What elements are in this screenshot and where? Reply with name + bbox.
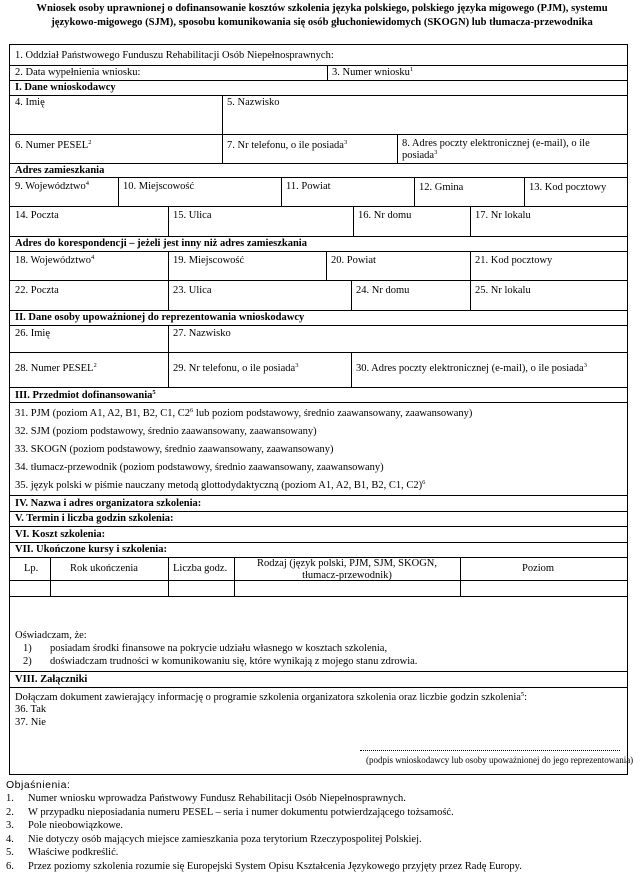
- attachment-statement-colon: :: [524, 692, 528, 703]
- footnote-ref: 3: [434, 149, 438, 156]
- field-26-first-name[interactable]: 26. Imię: [15, 328, 50, 339]
- field-3-application-number[interactable]: [332, 67, 413, 79]
- field-22-post-office[interactable]: 22. Poczta: [15, 285, 59, 296]
- section-7-heading: VII. Ukończone kursy i szkolenia:: [15, 544, 167, 555]
- column-header-type: [234, 558, 460, 582]
- address-heading: Adres zamieszkania: [15, 165, 105, 176]
- note-item: [6, 847, 118, 858]
- note-item: [6, 861, 522, 872]
- field-4-first-name[interactable]: 4. Imię: [15, 97, 45, 108]
- note-number: 5.: [6, 847, 14, 859]
- note-item: [6, 807, 454, 818]
- field-14-post-office[interactable]: 14. Poczta: [15, 210, 59, 221]
- section-3-heading: [15, 390, 156, 402]
- field-5-last-name[interactable]: 5. Nazwisko: [227, 97, 280, 108]
- note-text: Pole nieobowiązkowe.: [28, 820, 124, 832]
- section-1-heading: I. Dane wnioskodawcy: [15, 82, 116, 93]
- section-3-label: III. Przedmiot dofinansowania: [15, 390, 153, 401]
- note-text: Numer wniosku wprowadza Państwowy Fundusz Rehabilitacji Osób Niepełnosprawnych.: [28, 793, 406, 804]
- footnote-ref: 6: [422, 479, 426, 486]
- field-10-city[interactable]: 10. Miejscowość: [123, 181, 195, 192]
- note-text: W przypadku nieposiadania numeru PESEL – seria i numer dokumentu potwierdzającego tożsamość.: [28, 806, 454, 818]
- field-8-email[interactable]: [402, 138, 590, 162]
- footnote-ref: 4: [90, 254, 95, 261]
- option-37-no[interactable]: 37. Nie: [15, 717, 46, 728]
- field-11-county[interactable]: 11. Powiat: [286, 181, 331, 192]
- note-number: 1.: [6, 793, 14, 804]
- footnote-ref: 3: [583, 362, 587, 369]
- field-28-pesel[interactable]: [15, 363, 97, 375]
- footnote-ref: 5: [520, 691, 525, 698]
- field-9-voivodeship[interactable]: [15, 181, 89, 193]
- section-5-heading[interactable]: V. Termin i liczba godzin szkolenia:: [15, 513, 174, 524]
- correspondence-address-heading: Adres do korespondencji – jeżeli jest inny niż adres zamieszkania: [15, 238, 307, 249]
- field-6-pesel[interactable]: [15, 140, 91, 152]
- option-31-label-b: lub poziom podstawowy, średnio zaawansowany, zaawansowany): [193, 408, 473, 419]
- footnote-ref: 1: [409, 66, 414, 73]
- option-34-interpreter-guide[interactable]: 34. tłumacz-przewodnik (poziom podstawowy, średnio zaawansowany, zaawansowany): [15, 462, 384, 473]
- field-13-postal-code[interactable]: 13. Kod pocztowy: [529, 182, 607, 193]
- note-item: [6, 820, 123, 831]
- field-28-label: 28. Numer PESEL: [15, 363, 94, 374]
- field-27-last-name[interactable]: 27. Nazwisko: [173, 328, 231, 339]
- field-9-label: 9. Województwo: [15, 181, 86, 192]
- note-number: 3.: [6, 820, 14, 832]
- field-19-city[interactable]: 19. Miejscowość: [173, 255, 245, 266]
- field-21-postal-code[interactable]: 21. Kod pocztowy: [475, 255, 553, 266]
- field-18-voivodeship[interactable]: [15, 255, 94, 267]
- column-header-year: Rok ukończenia: [70, 563, 138, 574]
- option-32-sjm[interactable]: 32. SJM (poziom podstawowy, średnio zaawansowany, zaawansowany): [15, 426, 317, 437]
- note-number: 4.: [6, 833, 14, 845]
- document-title: [8, 2, 636, 30]
- note-number: 6.: [6, 861, 14, 872]
- footnote-ref: 2: [88, 139, 92, 146]
- field-6-label: 6. Numer PESEL: [15, 140, 89, 151]
- field-16-house-number[interactable]: 16. Nr domu: [358, 210, 412, 221]
- column-header-hours: Liczba godz.: [173, 563, 228, 574]
- field-24-house-number[interactable]: 24. Nr domu: [356, 285, 410, 296]
- section-8-heading: VIII. Załączniki: [15, 674, 88, 685]
- footnote-ref: 3: [343, 139, 348, 146]
- column-header-lp: Lp.: [24, 563, 39, 574]
- option-36-yes[interactable]: 36. Tak: [15, 704, 47, 715]
- declaration-1: posiadam środki finansowe na pokrycie udziału własnego w kosztach szkolenia,: [50, 643, 388, 654]
- field-20-county[interactable]: 20. Powiat: [331, 255, 376, 266]
- footnote-ref: 5: [152, 389, 156, 396]
- field-17-apartment-number[interactable]: 17. Nr lokalu: [475, 210, 531, 221]
- title-line-1: Wniosek osoby uprawnionej o dofinansowanie kosztów szkolenia języka polskiego, polskiego języka migowego (PJM), systemu: [36, 3, 608, 14]
- footnote-ref: 3: [295, 362, 299, 369]
- field-8-label-line1: 8. Adres poczty elektronicznej (e-mail), o ile: [402, 138, 590, 149]
- field-25-apartment-number[interactable]: 25. Nr lokalu: [475, 285, 531, 296]
- section-4-heading[interactable]: IV. Nazwa i adres organizatora szkolenia:: [15, 498, 202, 509]
- declaration-2-number: 2): [23, 656, 32, 667]
- column-header-type-line2: tłumacz-przewodnik): [302, 570, 392, 581]
- signature-line[interactable]: [360, 750, 620, 751]
- field-23-street[interactable]: 23. Ulica: [173, 285, 212, 296]
- field-29-label: 29. Nr telefonu, o ile posiada: [173, 363, 296, 374]
- notes-heading: Objaśnienia:: [6, 779, 71, 791]
- option-33-skogn[interactable]: 33. SKOGN (poziom podstawowy, średnio zaawansowany, zaawansowany): [15, 444, 334, 455]
- attachment-statement-text: Dołączam dokument zawierający informację o programie szkolenia organizatora szkolenia oraz liczbie godzin szkolenia: [15, 692, 521, 703]
- column-header-level: Poziom: [522, 563, 555, 574]
- field-1-pfron-branch[interactable]: 1. Oddział Państwowego Funduszu Rehabilitacji Osób Niepełnosprawnych:: [15, 50, 334, 61]
- option-31-label-a: 31. PJM (poziom A1, A2, B1, B2, C1, C2: [15, 408, 191, 419]
- field-29-phone[interactable]: [173, 363, 298, 375]
- footnote-ref: 2: [93, 362, 97, 369]
- field-8-label-line2: posiada: [402, 150, 435, 161]
- field-15-street[interactable]: 15. Ulica: [173, 210, 212, 221]
- field-30-email[interactable]: [356, 363, 587, 375]
- field-30-label: 30. Adres poczty elektronicznej (e-mail), o ile posiada: [356, 363, 584, 374]
- option-35-polish-language[interactable]: [15, 480, 425, 492]
- field-12-commune[interactable]: 12. Gmina: [419, 182, 464, 193]
- note-number: 2.: [6, 806, 14, 818]
- field-2-date[interactable]: 2. Data wypełnienia wniosku:: [15, 67, 141, 78]
- footnote-ref: 6: [190, 407, 194, 414]
- section-2-heading: II. Dane osoby upoważnionej do reprezentowania wnioskodawcy: [15, 312, 305, 323]
- field-7-phone[interactable]: [227, 140, 347, 152]
- field-18-label: 18. Województwo: [15, 255, 91, 266]
- footnote-ref: 4: [85, 180, 89, 187]
- section-6-heading[interactable]: VI. Koszt szkolenia:: [15, 529, 106, 540]
- note-text: Właściwe podkreślić.: [28, 847, 119, 859]
- title-line-2: językowo-migowego (SJM), sposobu komunikowania się osób głuchoniewidomych (SKOGN) lub tłumacza-przewodnika: [51, 17, 593, 28]
- column-header-type-line1: Rodzaj (język polski, PJM, SJM, SKOGN,: [257, 558, 437, 569]
- field-3-label: 3. Numer wniosku: [332, 67, 410, 78]
- note-item: [6, 793, 406, 804]
- note-text: Nie dotyczy osób mających miejsce zamieszkania poza terytorium Rzeczypospolitej Polskiej.: [28, 833, 422, 845]
- application-form: [9, 44, 634, 775]
- declaration-1-number: 1): [23, 643, 32, 654]
- attachment-statement: [15, 692, 527, 704]
- option-31-pjm[interactable]: [15, 408, 472, 420]
- field-7-label: 7. Nr telefonu, o ile posiada: [227, 140, 344, 151]
- declaration-heading: Oświadczam, że:: [15, 630, 87, 641]
- note-item: [6, 834, 422, 845]
- declaration-2: doświadczam trudności w komunikowaniu się, które wynikają z mojego stanu zdrowia.: [50, 656, 418, 667]
- note-text: Przez poziomy szkolenia rozumie się Europejski System Opisu Kształcenia Językowego przyjęty przez Radę Europy.: [28, 861, 522, 872]
- option-35-label: 35. język polski w piśmie nauczany metodą glottodydaktyczną (poziom A1, A2, B1, B2, C1, C2): [15, 480, 423, 491]
- signature-caption: (podpis wnioskodawcy lub osoby upoważnionej do jego reprezentowania): [366, 755, 634, 765]
